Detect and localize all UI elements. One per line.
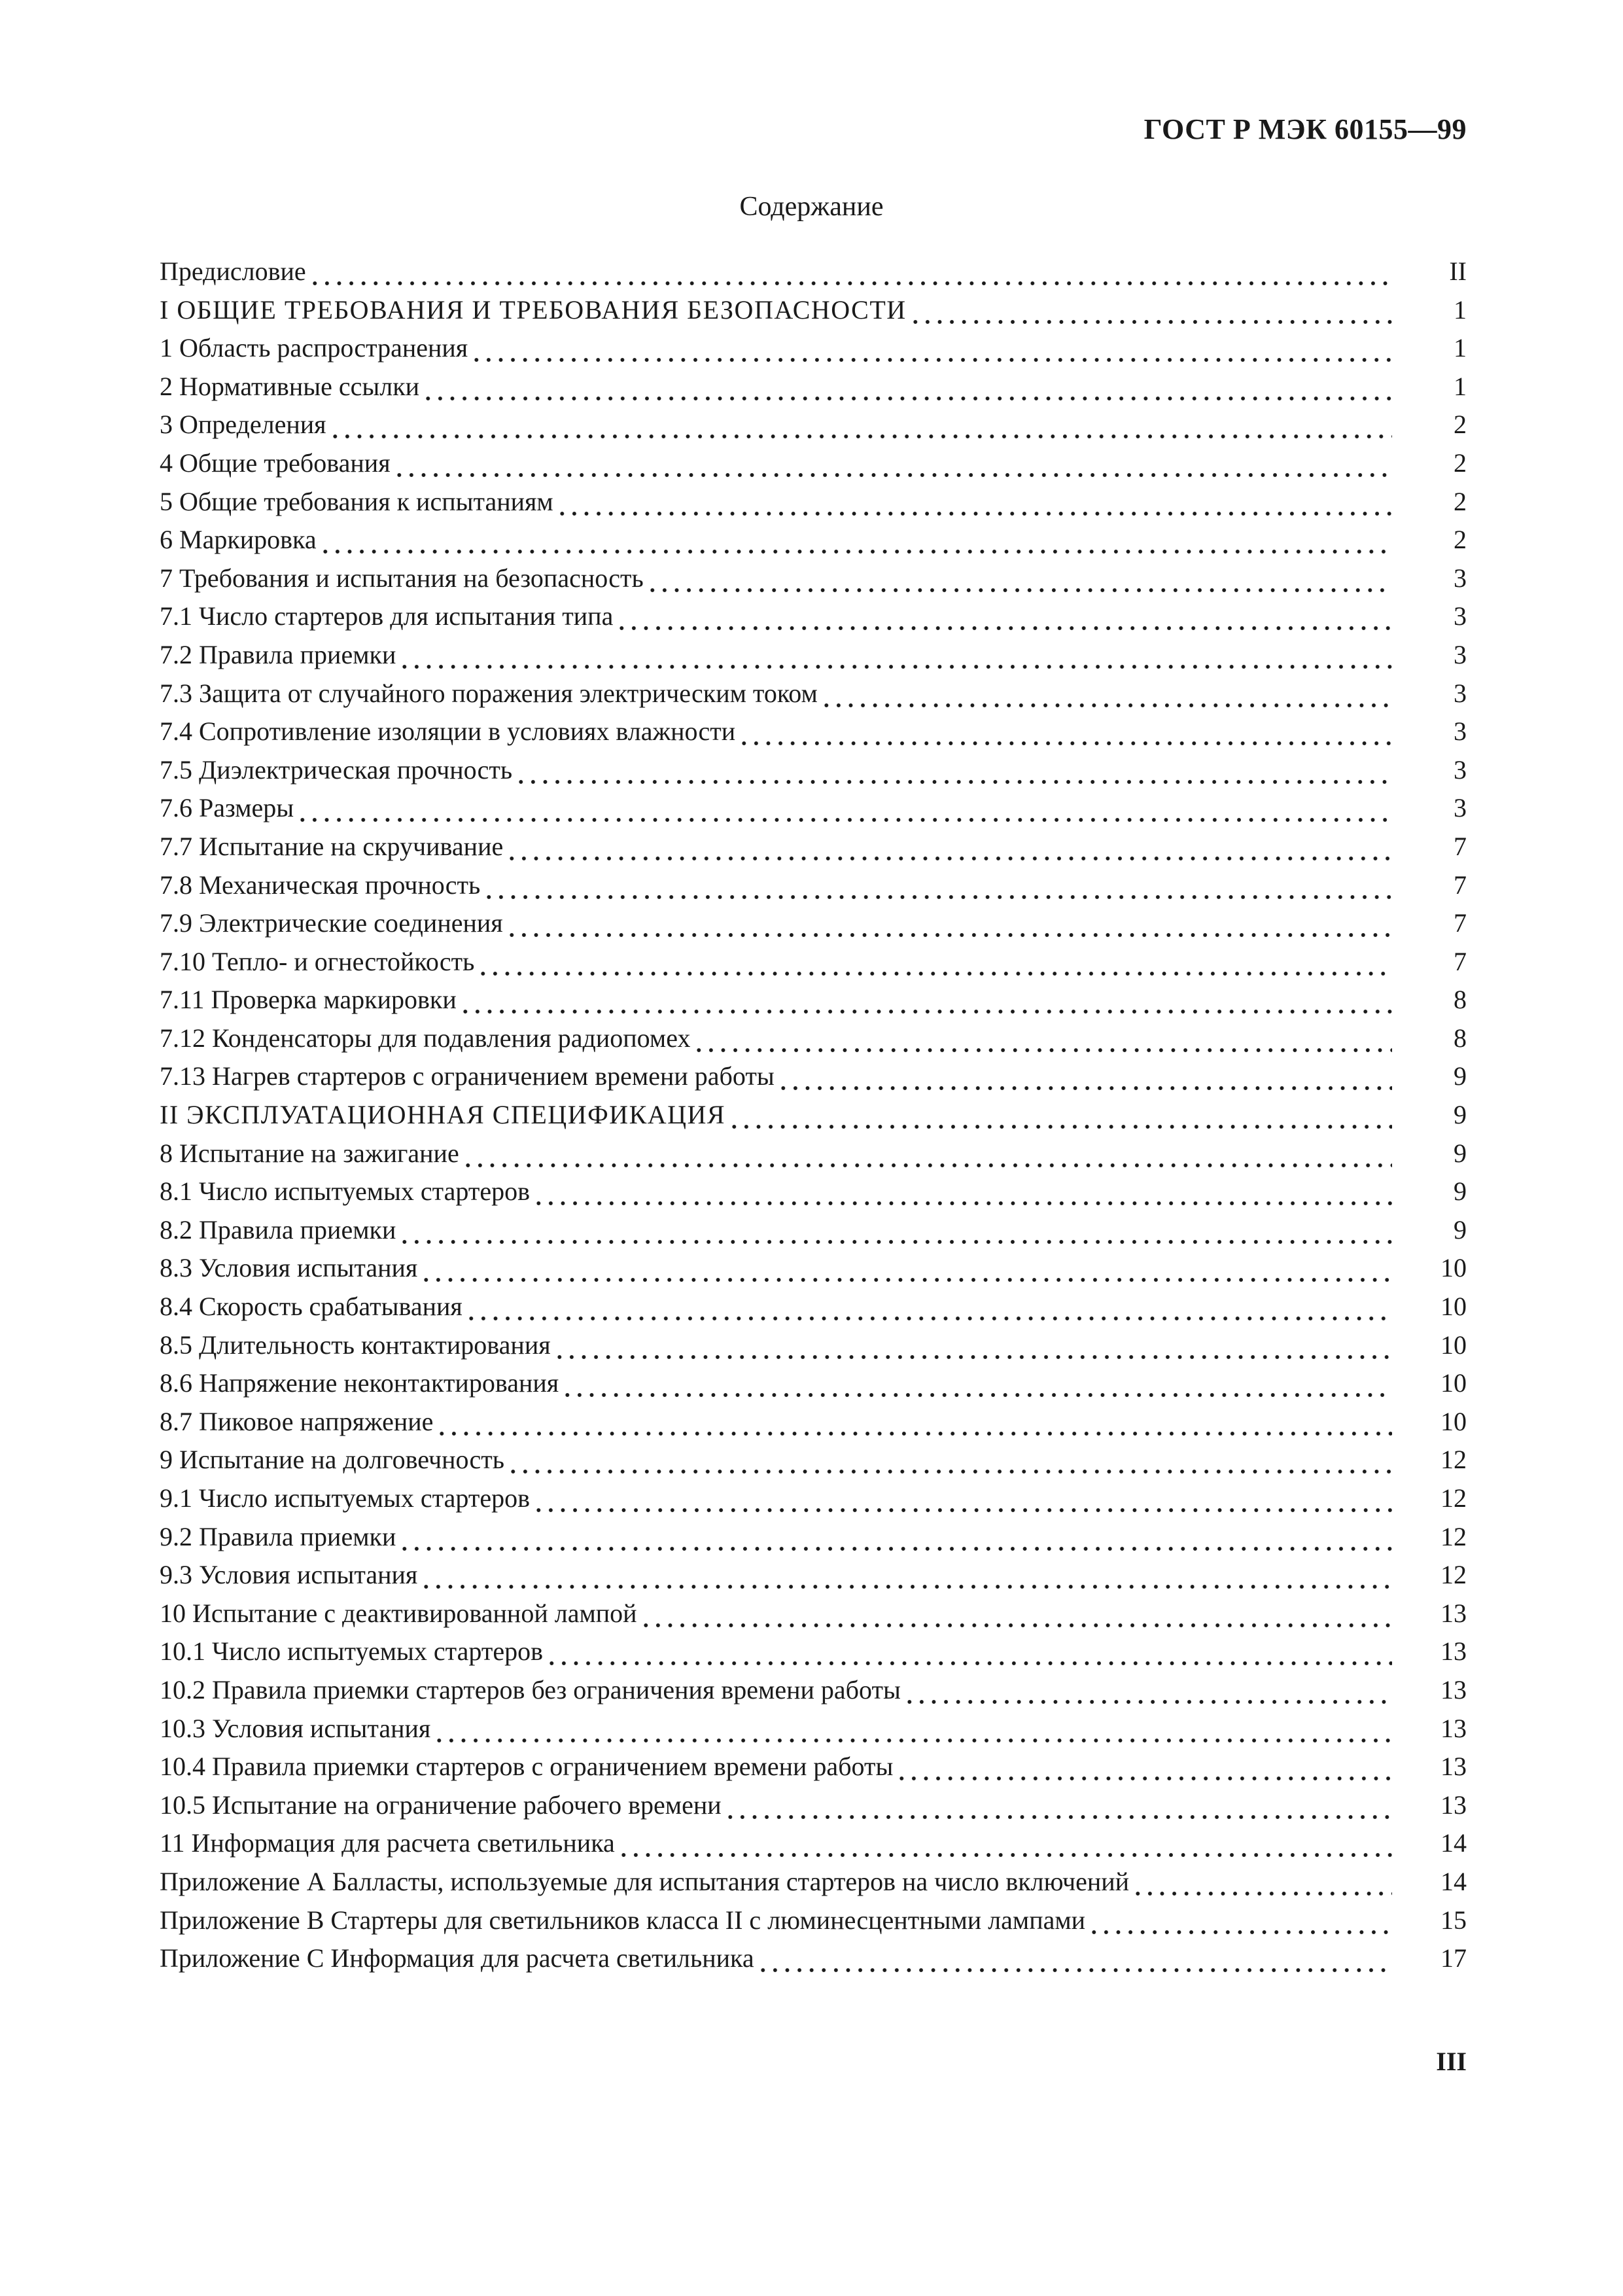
toc-entry-label: 8.5 Длительность контактирования <box>160 1330 551 1360</box>
toc-entry-label: Приложение В Стартеры для светильников класса II с люминесцентными лампами <box>160 1905 1086 1935</box>
toc-entry-page: 3 <box>1454 793 1467 823</box>
toc-entry-label: 7.9 Электрические соединения <box>160 908 503 938</box>
toc-title: Содержание <box>739 192 884 222</box>
toc-entry-page: 10 <box>1440 1368 1467 1398</box>
toc-entry-label: 7.2 Правила приемки <box>160 639 396 669</box>
toc-entry-label: 8.1 Число испытуемых стартеров <box>160 1176 530 1207</box>
toc-entry-label: 7.11 Проверка маркировки <box>160 985 457 1015</box>
dot-leader <box>556 483 1392 521</box>
toc-entry <box>160 291 1467 330</box>
toc-entry-label: 8 Испытание на зажигание <box>160 1138 459 1168</box>
toc-entry <box>160 559 1467 598</box>
dot-leader <box>393 444 1392 483</box>
dot-leader <box>640 1595 1392 1633</box>
toc-entry <box>160 1403 1467 1441</box>
toc-entry-label: II ЭКСПЛУАТАЦИОННАЯ СПЕЦИФИКАЦИЯ <box>160 1100 726 1130</box>
toc-entry-label: 6 Маркировка <box>160 525 317 555</box>
toc-entry-page: 7 <box>1454 908 1467 938</box>
toc-entry <box>160 789 1467 828</box>
dot-leader <box>616 597 1392 636</box>
toc-entry-page: 7 <box>1454 831 1467 861</box>
toc-entry <box>160 253 1467 291</box>
dot-leader <box>470 329 1392 368</box>
toc-entry-page: 2 <box>1454 448 1467 478</box>
toc-entry <box>160 1019 1467 1058</box>
dot-leader <box>433 1710 1392 1748</box>
toc-entry <box>160 1479 1467 1518</box>
toc-entry <box>160 1364 1467 1403</box>
toc-entry-label: 7.4 Сопротивление изоляции в условиях влажности <box>160 716 736 747</box>
dot-leader <box>903 1671 1392 1710</box>
toc-entry <box>160 1595 1467 1633</box>
toc-entry-page: 1 <box>1454 294 1467 325</box>
dot-leader <box>532 1479 1392 1518</box>
toc-entry <box>160 406 1467 444</box>
toc-entry <box>160 368 1467 406</box>
dot-leader <box>777 1057 1392 1096</box>
table-of-contents <box>160 253 1467 1978</box>
toc-entry-page: 12 <box>1440 1560 1467 1590</box>
toc-entry-label: 10 Испытание с деактивированной лампой <box>160 1598 637 1628</box>
toc-entry <box>160 483 1467 521</box>
toc-entry <box>160 1633 1467 1671</box>
dot-leader <box>896 1748 1392 1786</box>
toc-entry-page: 3 <box>1454 601 1467 631</box>
document-id: ГОСТ Р МЭК 60155—99 <box>1143 113 1467 145</box>
toc-entry <box>160 1249 1467 1288</box>
toc-entry-page: 10 <box>1440 1292 1467 1322</box>
toc-entry <box>160 1135 1467 1173</box>
dot-leader <box>724 1786 1392 1825</box>
toc-entry-label: 7.12 Конденсаторы для подавления радиопомех <box>160 1023 691 1053</box>
toc-entry-label: 8.4 Скорость срабатывания <box>160 1292 462 1322</box>
dot-leader <box>1132 1863 1392 1901</box>
toc-entry-page: 13 <box>1440 1674 1467 1704</box>
toc-entry-label: 7.10 Тепло- и огнестойкость <box>160 946 475 976</box>
toc-entry-page: 8 <box>1454 985 1467 1015</box>
toc-entry-page: 13 <box>1440 1752 1467 1782</box>
toc-entry-page: II <box>1449 256 1467 286</box>
toc-entry-label: 10.3 Условия испытания <box>160 1713 431 1743</box>
toc-entry-label: 10.4 Правила приемки стартеров с ограничением времени работы <box>160 1752 894 1782</box>
dot-leader <box>398 1518 1392 1557</box>
toc-entry-label: Приложение А Балласты, используемые для испытания стартеров на число включений <box>160 1866 1130 1896</box>
toc-entry-label: 9.2 Правила приемки <box>160 1521 396 1551</box>
toc-entry <box>160 636 1467 675</box>
toc-entry-label: 5 Общие требования к испытаниям <box>160 486 553 516</box>
dot-leader <box>398 1211 1392 1250</box>
dot-leader <box>738 713 1392 751</box>
toc-entry <box>160 943 1467 981</box>
toc-entry-label: 9.3 Условия испытания <box>160 1560 418 1590</box>
dot-leader <box>319 521 1392 559</box>
toc-entry <box>160 1288 1467 1326</box>
dot-leader <box>515 751 1392 790</box>
toc-entry-label: 9 Испытание на долговечность <box>160 1445 504 1475</box>
toc-entry-label: 7.13 Нагрев стартеров с ограничением времени работы <box>160 1061 775 1091</box>
toc-entry <box>160 981 1467 1019</box>
toc-entry-label: 10.1 Число испытуемых стартеров <box>160 1636 543 1667</box>
toc-entry-page: 2 <box>1454 410 1467 440</box>
toc-entry-page: 14 <box>1440 1866 1467 1896</box>
toc-entry-label: 7.1 Число стартеров для испытания типа <box>160 601 614 631</box>
toc-entry-page: 3 <box>1454 754 1467 785</box>
toc-entry-page: 12 <box>1440 1445 1467 1475</box>
dot-leader <box>296 789 1392 828</box>
toc-entry-page: 17 <box>1440 1943 1467 1973</box>
toc-entry <box>160 1710 1467 1748</box>
dot-leader <box>561 1364 1392 1403</box>
toc-entry-page: 13 <box>1440 1598 1467 1628</box>
dot-leader <box>420 1249 1392 1288</box>
dot-leader <box>757 1939 1392 1978</box>
dot-leader <box>618 1824 1392 1863</box>
dot-leader <box>1088 1901 1392 1940</box>
toc-entry-label: 11 Информация для расчета светильника <box>160 1828 615 1858</box>
dot-leader <box>820 675 1392 713</box>
toc-entry-label: 7.3 Защита от случайного поражения электрическим током <box>160 678 818 708</box>
dot-leader <box>909 291 1392 330</box>
toc-entry <box>160 597 1467 636</box>
toc-entry <box>160 828 1467 866</box>
dot-leader <box>477 943 1392 981</box>
dot-leader <box>507 1441 1392 1479</box>
toc-entry-label: 10.2 Правила приемки стартеров без ограничения времени работы <box>160 1674 901 1704</box>
dot-leader <box>646 559 1392 598</box>
toc-entry <box>160 1096 1467 1135</box>
toc-entry <box>160 866 1467 905</box>
dot-leader <box>553 1326 1392 1365</box>
toc-entry-label: 8.2 Правила приемки <box>160 1214 396 1245</box>
dot-leader <box>329 406 1392 444</box>
toc-entry-label: 8.6 Напряжение неконтактирования <box>160 1368 559 1398</box>
toc-entry-page: 9 <box>1454 1061 1467 1091</box>
toc-entry-page: 10 <box>1440 1253 1467 1283</box>
toc-entry <box>160 444 1467 483</box>
toc-entry <box>160 904 1467 943</box>
toc-entry-page: 14 <box>1440 1828 1467 1858</box>
toc-entry <box>160 751 1467 790</box>
toc-entry <box>160 1057 1467 1096</box>
dot-leader <box>506 828 1392 866</box>
toc-entry-page: 10 <box>1440 1406 1467 1436</box>
toc-entry <box>160 1748 1467 1786</box>
toc-entry-page: 1 <box>1454 333 1467 363</box>
dot-leader <box>422 368 1392 406</box>
toc-entry-label: 7 Требования и испытания на безопасность <box>160 563 644 593</box>
toc-entry <box>160 1824 1467 1863</box>
dot-leader <box>398 636 1392 675</box>
toc-entry <box>160 1863 1467 1901</box>
toc-entry <box>160 1671 1467 1710</box>
dot-leader <box>483 866 1392 905</box>
toc-entry-label: 10.5 Испытание на ограничение рабочего времени <box>160 1790 722 1820</box>
toc-entry-page: 12 <box>1440 1483 1467 1513</box>
dot-leader <box>693 1019 1392 1058</box>
toc-entry-page: 9 <box>1454 1138 1467 1168</box>
toc-entry <box>160 1786 1467 1825</box>
toc-entry <box>160 1518 1467 1557</box>
toc-entry-page: 9 <box>1454 1214 1467 1245</box>
toc-entry-label: 7.7 Испытание на скручивание <box>160 831 504 861</box>
toc-entry-label: 7.8 Механическая прочность <box>160 870 481 900</box>
dot-leader <box>436 1403 1392 1441</box>
toc-entry-label: 4 Общие требования <box>160 448 391 478</box>
toc-entry-page: 13 <box>1440 1713 1467 1743</box>
toc-entry-label: 7.5 Диэлектрическая прочность <box>160 754 513 785</box>
toc-entry <box>160 329 1467 368</box>
toc-entry <box>160 675 1467 713</box>
dot-leader <box>309 253 1392 291</box>
dot-leader <box>462 1135 1392 1173</box>
dot-leader <box>728 1096 1392 1135</box>
toc-entry <box>160 1326 1467 1365</box>
toc-entry <box>160 1939 1467 1978</box>
toc-entry-page: 8 <box>1454 1023 1467 1053</box>
toc-entry <box>160 1211 1467 1250</box>
toc-entry-page: 9 <box>1454 1176 1467 1207</box>
toc-entry-page: 3 <box>1454 639 1467 669</box>
toc-entry-page: 13 <box>1440 1790 1467 1820</box>
toc-entry-page: 3 <box>1454 716 1467 747</box>
dot-leader <box>546 1633 1392 1671</box>
toc-entry-label: 8.7 Пиковое напряжение <box>160 1406 434 1436</box>
toc-entry-page: 1 <box>1454 371 1467 401</box>
toc-entry <box>160 1441 1467 1479</box>
dot-leader <box>465 1288 1392 1326</box>
toc-entry-page: 10 <box>1440 1330 1467 1360</box>
toc-entry-page: 3 <box>1454 563 1467 593</box>
page-number: III <box>1436 2047 1467 2076</box>
toc-entry <box>160 521 1467 559</box>
toc-entry <box>160 713 1467 751</box>
toc-entry-page: 12 <box>1440 1521 1467 1551</box>
dot-leader <box>420 1556 1392 1595</box>
toc-entry-page: 7 <box>1454 870 1467 900</box>
toc-entry-page: 2 <box>1454 525 1467 555</box>
toc-entry-label: 3 Определения <box>160 410 326 440</box>
toc-entry-page: 13 <box>1440 1636 1467 1667</box>
toc-entry-page: 3 <box>1454 678 1467 708</box>
dot-leader <box>532 1173 1392 1211</box>
toc-entry-page: 7 <box>1454 946 1467 976</box>
toc-entry-page: 15 <box>1440 1905 1467 1935</box>
toc-entry-page: 2 <box>1454 486 1467 516</box>
toc-entry-label: 8.3 Условия испытания <box>160 1253 418 1283</box>
toc-entry-label: Приложение С Информация для расчета светильника <box>160 1943 754 1973</box>
dot-leader <box>459 981 1392 1019</box>
dot-leader <box>506 904 1392 943</box>
toc-entry-label: 9.1 Число испытуемых стартеров <box>160 1483 530 1513</box>
toc-entry-page: 9 <box>1454 1100 1467 1130</box>
toc-entry-label: 2 Нормативные ссылки <box>160 371 420 401</box>
toc-entry <box>160 1901 1467 1940</box>
toc-entry-label: 7.6 Размеры <box>160 793 294 823</box>
toc-entry-label: 1 Область распространения <box>160 333 468 363</box>
toc-entry-label: Предисловие <box>160 256 306 286</box>
toc-entry-label: I ОБЩИЕ ТРЕБОВАНИЯ И ТРЕБОВАНИЯ БЕЗОПАСНОСТИ <box>160 294 907 325</box>
toc-entry <box>160 1556 1467 1595</box>
toc-entry <box>160 1173 1467 1211</box>
